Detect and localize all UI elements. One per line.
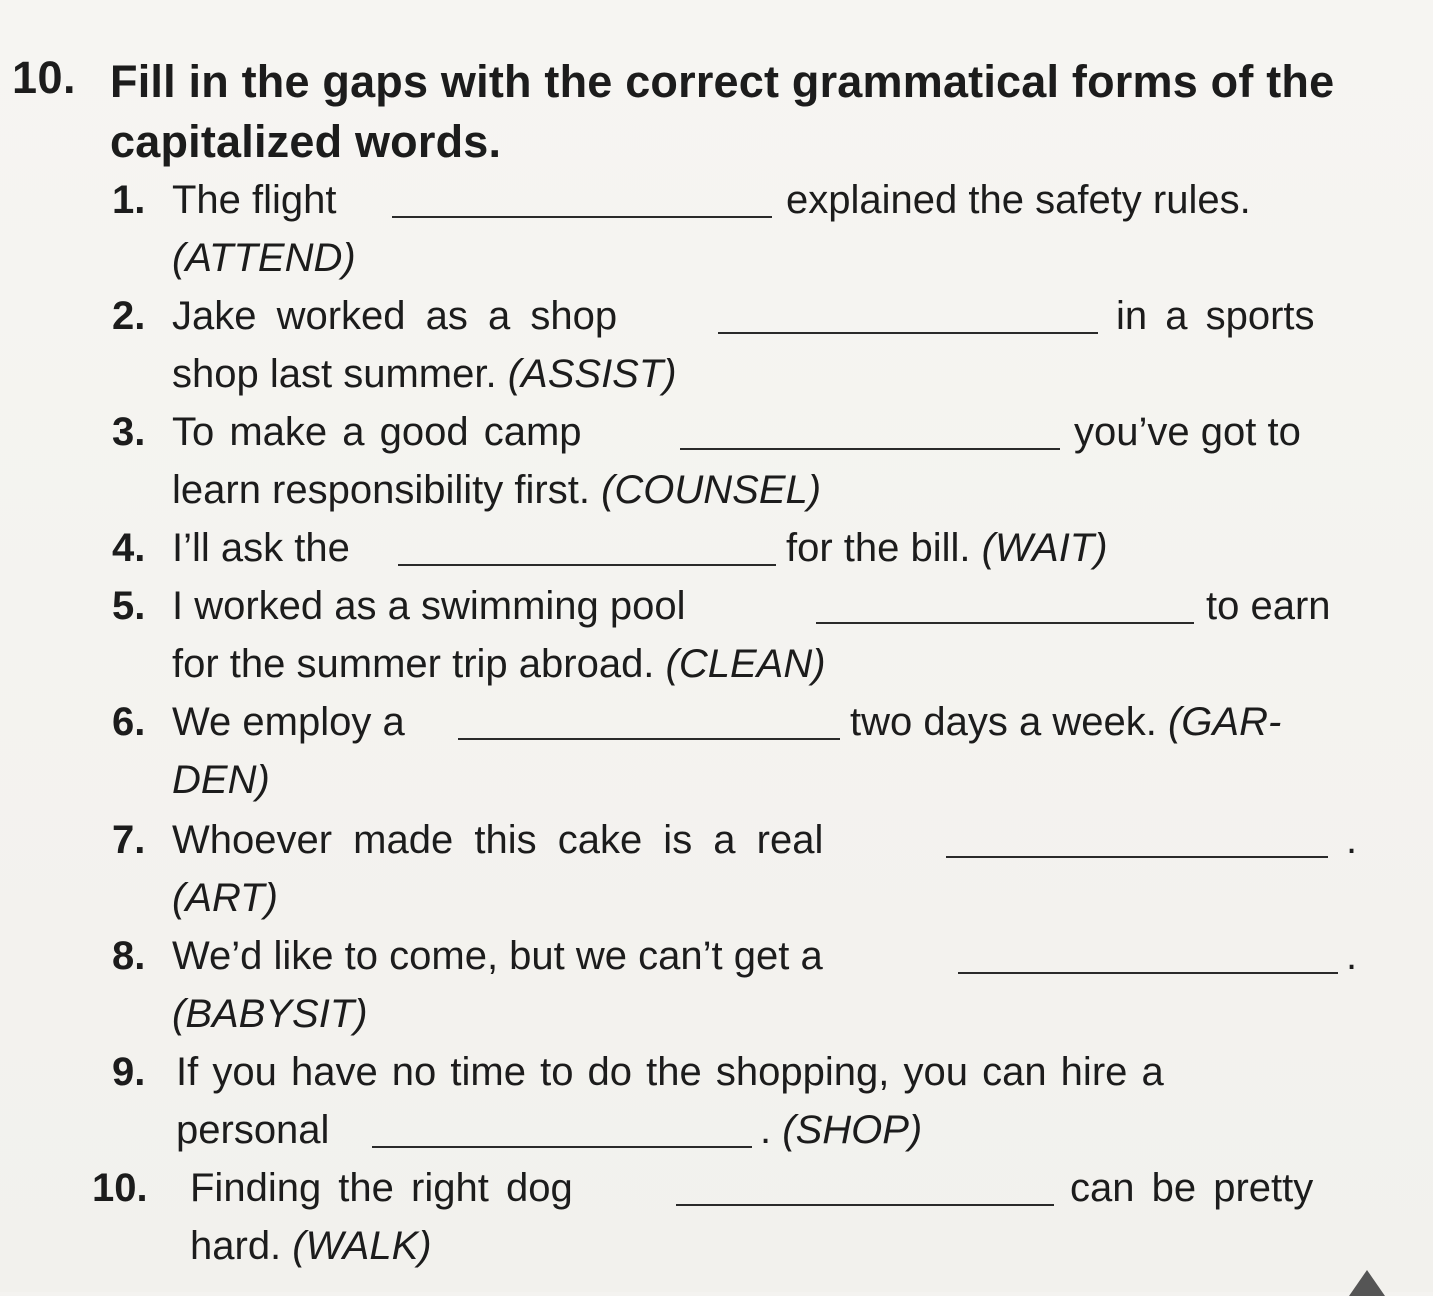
item-2-text-after: in a sports xyxy=(1116,294,1315,338)
item-7-text-before: Whoever made this cake is a real xyxy=(172,818,824,862)
item-10-line-2 xyxy=(0,1218,1433,1274)
item-6-capitalized-word-continued: DEN) xyxy=(172,758,270,802)
exercise-instructions: Fill in the gaps with the correct grammatical forms of the capitalized words. xyxy=(110,56,1335,167)
item-5-text-continued: for the summer trip abroad. (CLEAN) xyxy=(172,642,826,686)
item-6-text-before: We employ a xyxy=(172,700,405,744)
item-5-text-after: to earn xyxy=(1206,584,1331,628)
item-6-answer-gap[interactable] xyxy=(458,738,840,740)
item-1-text-before: The flight xyxy=(172,178,337,222)
item-10-capitalized-word: (WALK) xyxy=(292,1224,432,1268)
item-10-text-continued: hard. (WALK) xyxy=(190,1224,432,1268)
item-8-answer-gap[interactable] xyxy=(958,972,1338,974)
item-2-text-continued: shop last summer. (ASSIST) xyxy=(172,352,677,396)
item-5-answer-gap[interactable] xyxy=(816,622,1194,624)
item-2-answer-gap[interactable] xyxy=(718,332,1098,334)
item-2-capitalized-word: (ASSIST) xyxy=(507,352,677,396)
item-7-number: 7. xyxy=(112,818,146,862)
item-2-text-before: Jake worked as a shop xyxy=(172,294,618,338)
item-4-line-1 xyxy=(0,520,1433,576)
item-5-text-before: I worked as a swimming pool xyxy=(172,584,686,628)
item-7-line-1 xyxy=(0,812,1433,868)
item-1-text-after: explained the safety rules. xyxy=(786,178,1251,222)
item-7-answer-gap[interactable] xyxy=(946,856,1328,858)
item-6-line-1 xyxy=(0,694,1433,750)
item-4-text-before: I’ll ask the xyxy=(172,526,350,570)
item-10-line-1 xyxy=(0,1160,1433,1216)
item-5-line-2 xyxy=(0,636,1433,692)
item-9-text-after: . (SHOP) xyxy=(760,1108,923,1152)
item-3-text-continued: learn responsibility first. (COUNSEL) xyxy=(172,468,822,512)
item-4-text-after: for the bill. (WAIT) xyxy=(786,526,1108,570)
item-1-number: 1. xyxy=(112,178,146,222)
item-3-capitalized-word: (COUNSEL) xyxy=(601,468,822,512)
item-6-number: 6. xyxy=(112,700,146,744)
item-1-capitalized-word: (ATTEND) xyxy=(172,236,356,280)
triangle-marker-icon xyxy=(1349,1270,1385,1296)
item-9-line-2 xyxy=(0,1102,1433,1158)
item-2-line-1 xyxy=(0,288,1433,344)
item-9-capitalized-word: (SHOP) xyxy=(782,1108,923,1152)
item-8-line-2 xyxy=(0,986,1433,1042)
item-9-text-before: If you have no time to do the shopping, you can hire a xyxy=(176,1050,1164,1094)
item-8-number: 8. xyxy=(112,934,146,978)
item-3-text-before: To make a good camp xyxy=(172,410,582,454)
item-1-answer-gap[interactable] xyxy=(392,216,772,218)
item-1-line-1 xyxy=(0,172,1433,228)
item-7-line-2 xyxy=(0,870,1433,926)
item-4-answer-gap[interactable] xyxy=(398,564,776,566)
item-4-number: 4. xyxy=(112,526,146,570)
item-4-capitalized-word: (WAIT) xyxy=(981,526,1108,570)
item-8-line-1 xyxy=(0,928,1433,984)
item-5-number: 5. xyxy=(112,584,146,628)
item-10-answer-gap[interactable] xyxy=(676,1204,1054,1206)
item-5-line-1 xyxy=(0,578,1433,634)
item-3-text-after: you’ve got to xyxy=(1074,410,1301,454)
exercise-number: 10. xyxy=(12,52,77,103)
item-5-capitalized-word: (CLEAN) xyxy=(665,642,826,686)
item-10-text-before: Finding the right dog xyxy=(190,1166,573,1210)
item-6-text-after: two days a week. (GAR- xyxy=(850,700,1282,744)
item-9-number: 9. xyxy=(112,1050,146,1094)
item-10-number: 10. xyxy=(92,1166,148,1210)
item-9-text-continued: personal xyxy=(176,1108,330,1152)
item-3-number: 3. xyxy=(112,410,146,454)
item-2-number: 2. xyxy=(112,294,146,338)
item-9-line-1 xyxy=(0,1044,1433,1100)
item-3-line-2 xyxy=(0,462,1433,518)
item-8-capitalized-word: (BABYSIT) xyxy=(172,992,368,1036)
item-9-answer-gap[interactable] xyxy=(372,1146,752,1148)
item-7-text-after: . xyxy=(1346,818,1358,862)
item-3-line-1 xyxy=(0,404,1433,460)
item-1-line-2 xyxy=(0,230,1433,286)
item-3-answer-gap[interactable] xyxy=(680,448,1060,450)
item-6-line-2 xyxy=(0,752,1433,808)
item-7-capitalized-word: (ART) xyxy=(172,876,278,920)
item-8-text-after: . xyxy=(1346,934,1358,978)
item-2-line-2 xyxy=(0,346,1433,402)
item-10-text-after: can be pretty xyxy=(1070,1166,1314,1210)
item-6-capitalized-word: (GAR- xyxy=(1167,700,1282,744)
item-8-text-before: We’d like to come, but we can’t get a xyxy=(172,934,823,978)
